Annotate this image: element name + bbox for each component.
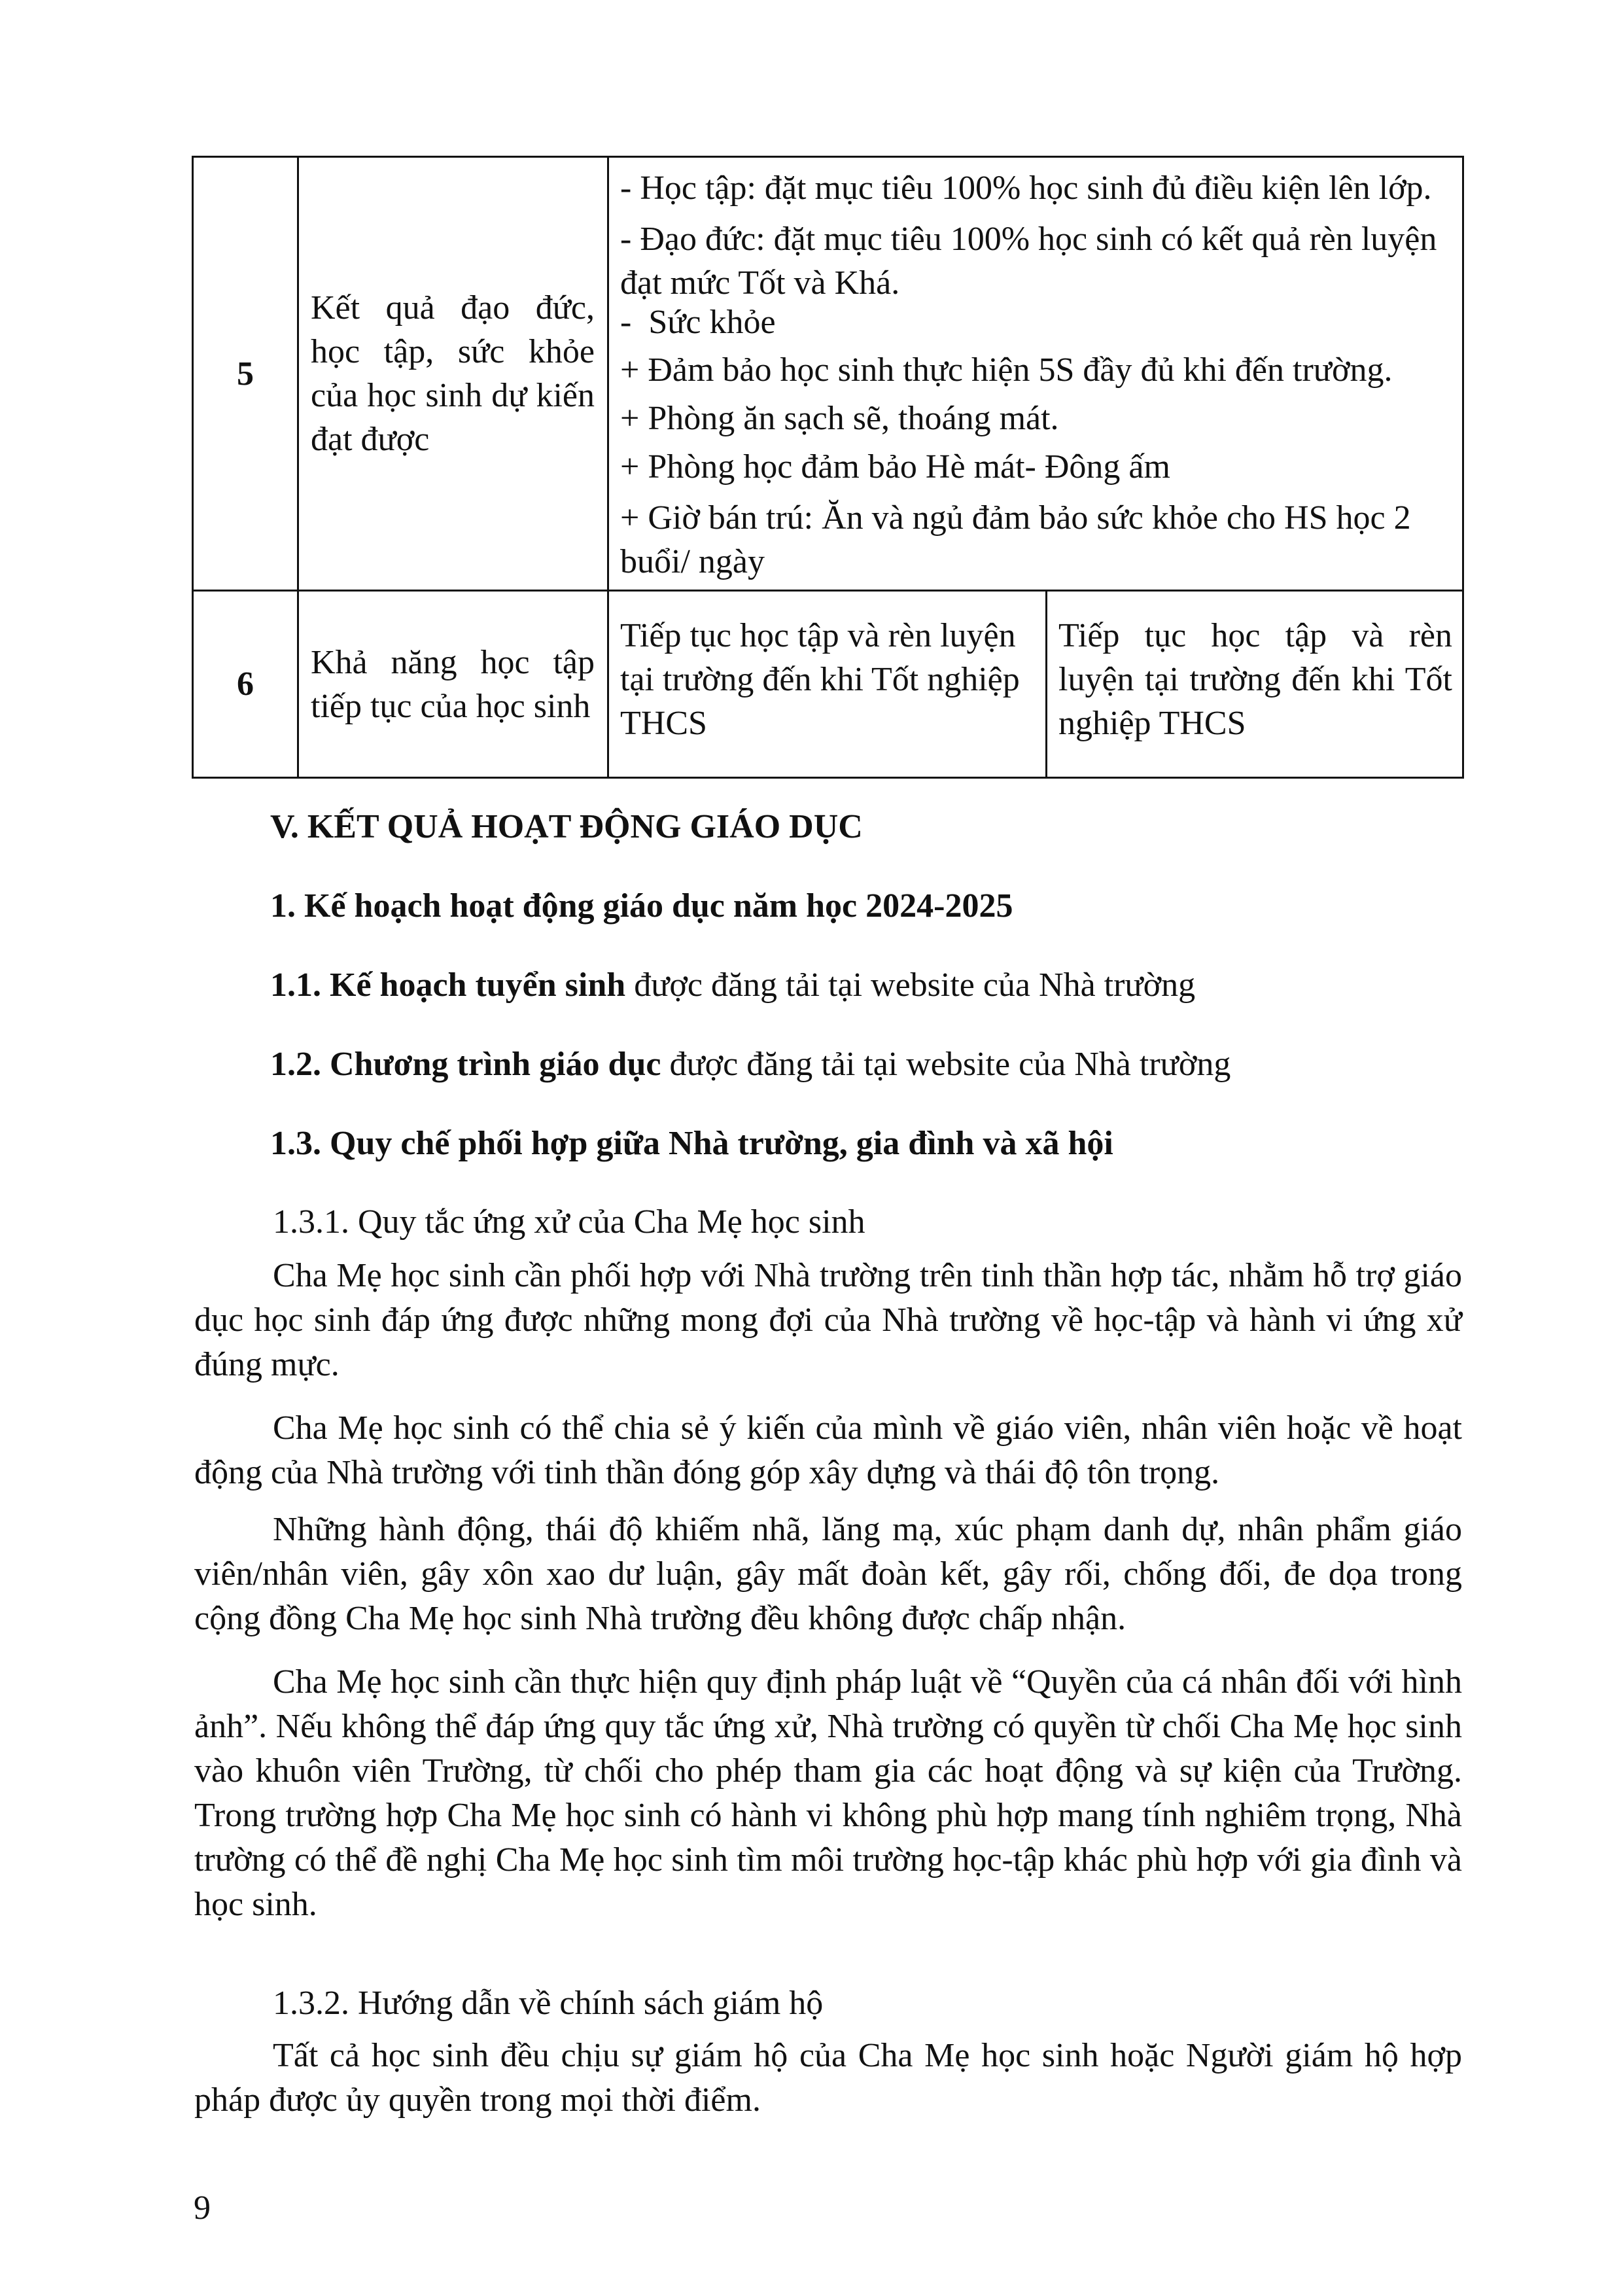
item-1-2 bbox=[270, 1045, 1230, 1084]
row-5-line-2: - Đạo đức: đặt mục tiêu 100% học sinh có kết quả rèn luyện đạt mức Tốt và Khá. bbox=[620, 221, 1437, 302]
paragraph-4: Cha Mẹ học sinh cần thực hiện quy định pháp luật về “Quyền của cá nhân đối với hình ảnh”. Nếu không thể đáp ứng quy tắc ứng xử, Nhà trường có quyền từ chối Cha Mẹ học sinh vào khuôn viên Trường, từ chối cho phép tham gia các hoạt động và sự kiện của Trường. Trong trường hợp Cha Mẹ học sinh có hành vi không phù hợp mang tính nghiêm trọng, Nhà trường có thể đề nghị Cha Mẹ học sinh tìm môi trường học-tập khác phù hợp với gia đình và học sinh. bbox=[194, 1663, 1462, 1923]
row-5-line-4: + Đảm bảo học sinh thực hiện 5S đầy đủ khi đến trường. bbox=[620, 351, 1393, 389]
heading-1-3: 1.3. Quy chế phối hợp giữa Nhà trường, gia đình và xã hội bbox=[270, 1125, 1113, 1162]
paragraph-1: Cha Mẹ học sinh cần phối hợp với Nhà trường trên tinh thần hợp tác, nhằm hỗ trợ giáo dục học sinh đáp ứng được những mong đợi của Nhà trường về học-tập và hành vi ứng xử đúng mực. bbox=[194, 1257, 1462, 1383]
paragraph-3: Những hành động, thái độ khiếm nhã, lăng mạ, xúc phạm danh dự, nhân phẩm giáo viên/nhân viên, gây xôn xao dư luận, gây mất đoàn kết, gây rối, chống đối, đe dọa trong cộng đồng Cha Mẹ học sinh Nhà trường đều không được chấp nhận. bbox=[194, 1511, 1462, 1637]
paragraph-2: Cha Mẹ học sinh có thể chia sẻ ý kiến của mình về giáo viên, nhân viên hoặc về hoạt động của Nhà trường với tinh thần đóng góp xây dựng và thái độ tôn trọng. bbox=[194, 1409, 1462, 1491]
row-5-line-7: + Giờ bán trú: Ăn và ngủ đảm bảo sức khỏe cho HS học 2 buổi/ ngày bbox=[620, 499, 1411, 580]
heading-1-3-1: 1.3.1. Quy tắc ứng xử của Cha Mẹ học sinh bbox=[273, 1203, 865, 1241]
row-6-criterion: Khả năng học tập tiếp tục của học sinh bbox=[311, 643, 595, 725]
criteria-table bbox=[192, 156, 1462, 779]
item-1-1-title: 1.1. Kế hoạch tuyển sinh bbox=[270, 966, 626, 1004]
paragraph-guardianship: Tất cả học sinh đều chịu sự giám hộ của Cha Mẹ học sinh hoặc Người giám hộ hợp pháp được ủy quyền trong mọi thời điểm. bbox=[194, 2037, 1462, 2119]
row-6-col-a: Tiếp tục học tập và rèn luyện tại trường đến khi Tốt nghiệp THCS bbox=[620, 617, 1020, 742]
section-heading-v: V. KẾT QUẢ HOẠT ĐỘNG GIÁO DỤC bbox=[270, 808, 863, 845]
row-6-col-b: Tiếp tục học tập và rèn luyện tại trường đến khi Tốt nghiệp THCS bbox=[1058, 617, 1452, 742]
item-1-1-text: được đăng tải tại website của Nhà trường bbox=[625, 966, 1196, 1004]
row-5-line-6: + Phòng học đảm bảo Hè mát- Đông ấm bbox=[620, 448, 1170, 486]
item-1-1 bbox=[270, 966, 1195, 1005]
heading-1: 1. Kế hoạch hoạt động giáo dục năm học 2024-2025 bbox=[270, 887, 1013, 925]
row-5-line-1: - Học tập: đặt mục tiêu 100% học sinh đủ điều kiện lên lớp. bbox=[620, 169, 1432, 207]
row-5-criterion: Kết quả đạo đức, học tập, sức khỏe của học sinh dự kiến đạt được bbox=[311, 289, 595, 458]
row-5-line-5: + Phòng ăn sạch sẽ, thoáng mát. bbox=[620, 400, 1059, 437]
item-1-2-title: 1.2. Chương trình giáo dục bbox=[270, 1046, 661, 1083]
row-5-number: 5 bbox=[237, 355, 254, 393]
page-number: 9 bbox=[194, 2189, 211, 2227]
row-6-number: 6 bbox=[237, 665, 254, 703]
heading-1-3-2: 1.3.2. Hướng dẫn về chính sách giám hộ bbox=[273, 1985, 824, 2022]
row-5-line-3: - Sức khỏe bbox=[620, 304, 776, 341]
item-1-2-text: được đăng tải tại website của Nhà trường bbox=[661, 1046, 1231, 1083]
